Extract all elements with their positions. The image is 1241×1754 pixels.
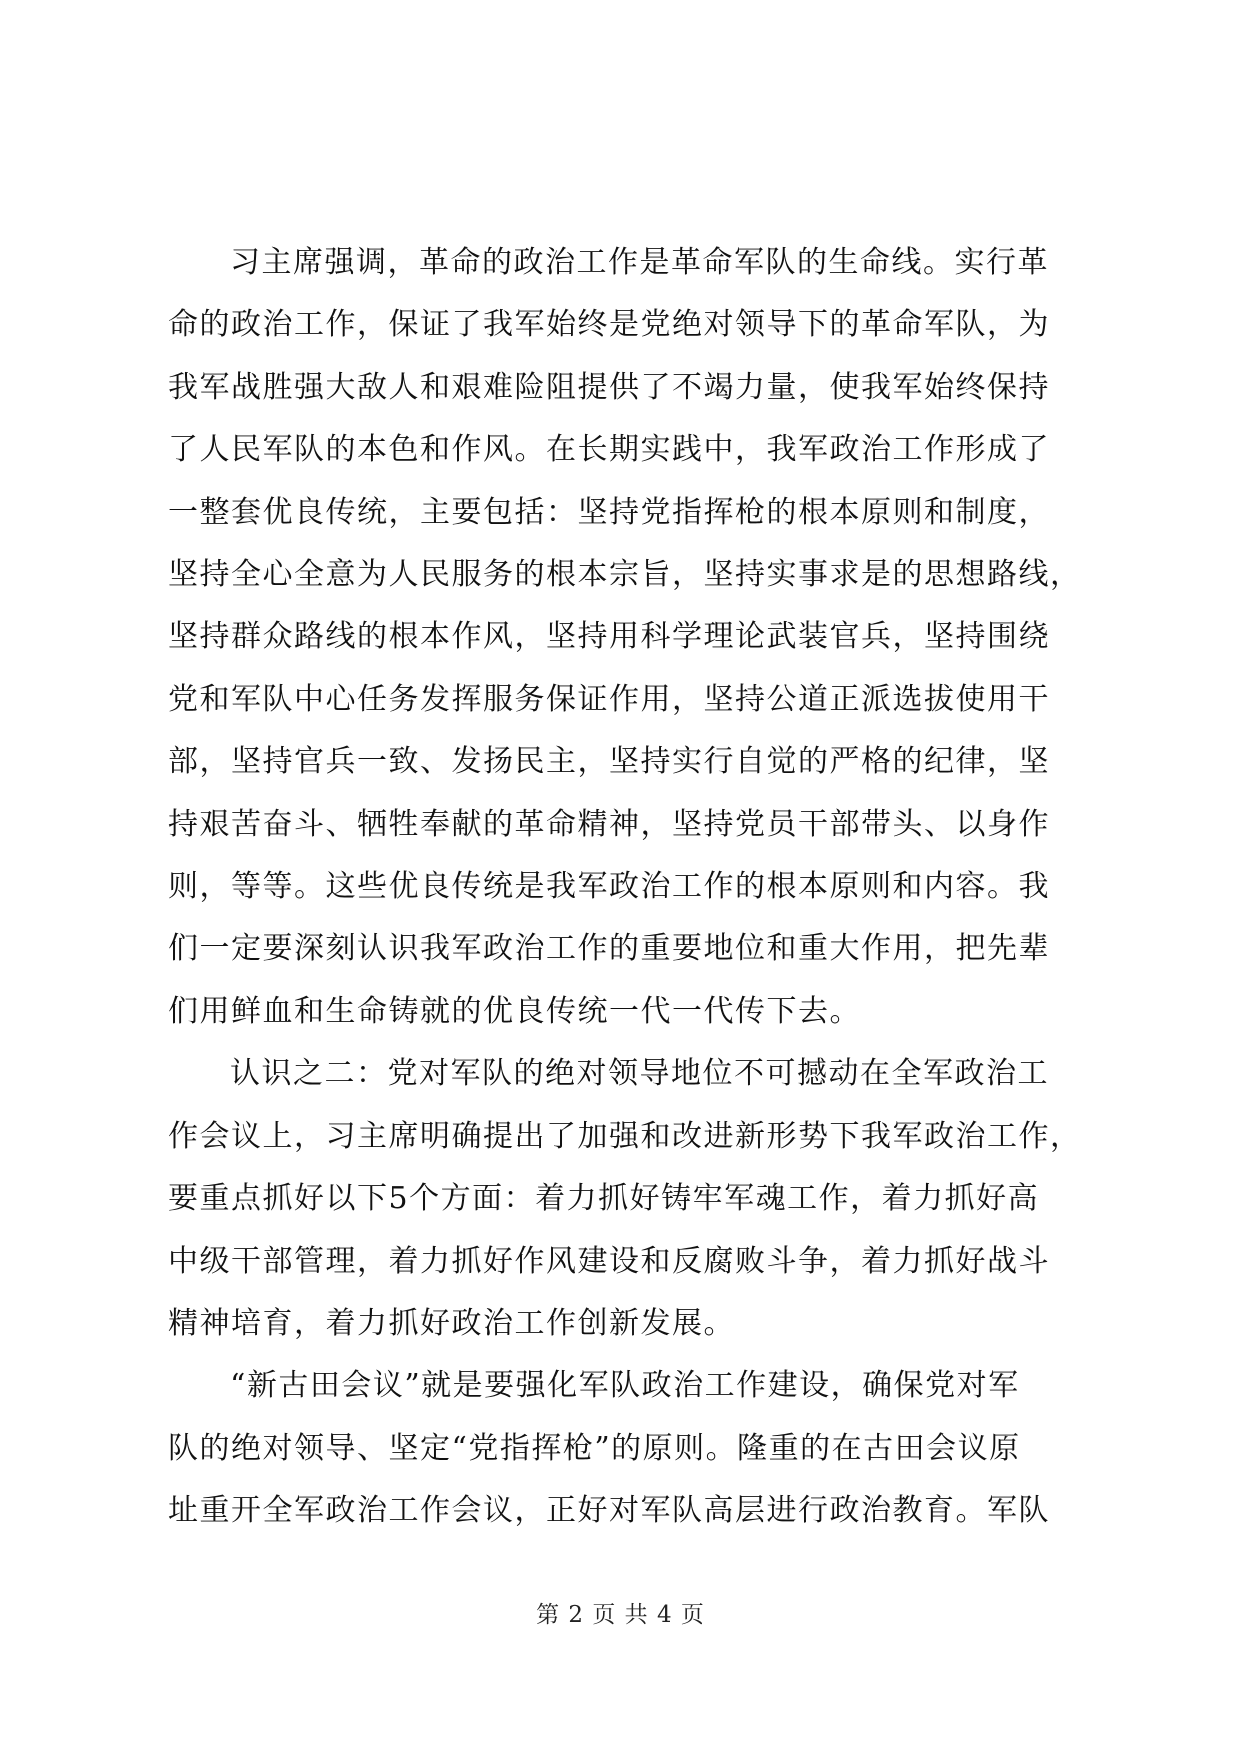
text-line: 则，等等。这些优良传统是我军政治工作的根本原则和内容。我 <box>168 869 1050 905</box>
text-line: 了人民军队的本色和作风。在长期实践中，我军政治工作形成了 <box>168 432 1050 468</box>
text-line: “新古田会议”就是要强化军队政治工作建设，确保党对军 <box>230 1368 1020 1404</box>
text-line: 习主席强调，革命的政治工作是革命军队的生命线。实行革 <box>230 245 1049 280</box>
text-line: 认识之二：党对军队的绝对领导地位不可撼动在全军政治工 <box>230 1056 1049 1092</box>
text-line: 作会议上，习主席明确提出了加强和改进新形势下我军政治工作， <box>168 1118 1082 1154</box>
page-number-footer: 第 2 页 共 4 页 <box>536 1602 705 1628</box>
text-line: 址重开全军政治工作会议，正好对军队高层进行政治教育。军队 <box>168 1493 1050 1529</box>
paragraph-2 <box>168 1043 1098 1355</box>
text-line: 持艰苦奋斗、牺牲奉献的革命精神，坚持党员干部带头、以身作 <box>168 806 1050 842</box>
text-line: 坚持全心全意为人民服务的根本宗旨，坚持实事求是的思想路线， <box>168 557 1082 593</box>
text-line: 队的绝对领导、坚定“党指挥枪”的原则。隆重的在古田会议原 <box>168 1430 1021 1466</box>
text-line: 部，坚持官兵一致、发扬民主，坚持实行自觉的严格的纪律，坚 <box>168 744 1050 780</box>
text-line: 要重点抓好以下5个方面：着力抓好铸牢军魂工作，着力抓好高 <box>168 1181 1040 1217</box>
text-line: 党和军队中心任务发挥服务保证作用，坚持公道正派选拔使用干 <box>168 681 1050 717</box>
text-line: 精神培育，着力抓好政治工作创新发展。 <box>168 1305 735 1341</box>
text-line: 们一定要深刻认识我军政治工作的重要地位和重大作用，把先辈 <box>168 931 1050 967</box>
paragraph-1 <box>168 232 1098 1043</box>
text-line: 一整套优良传统，主要包括：坚持党指挥枪的根本原则和制度， <box>168 494 1050 530</box>
text-line: 中级干部管理，着力抓好作风建设和反腐败斗争，着力抓好战斗 <box>168 1243 1050 1279</box>
text-line: 命的政治工作，保证了我军始终是党绝对领导下的革命军队，为 <box>168 307 1050 343</box>
text-line: 我军战胜强大敌人和艰难险阻提供了不竭力量，使我军始终保持 <box>168 369 1050 405</box>
paragraph-3 <box>168 1355 1098 1542</box>
body-text <box>168 232 1098 1543</box>
text-line: 坚持群众路线的根本作风，坚持用科学理论武装官兵，坚持围绕 <box>168 619 1050 655</box>
text-line: 们用鲜血和生命铸就的优良传统一代一代传下去。 <box>168 993 861 1029</box>
